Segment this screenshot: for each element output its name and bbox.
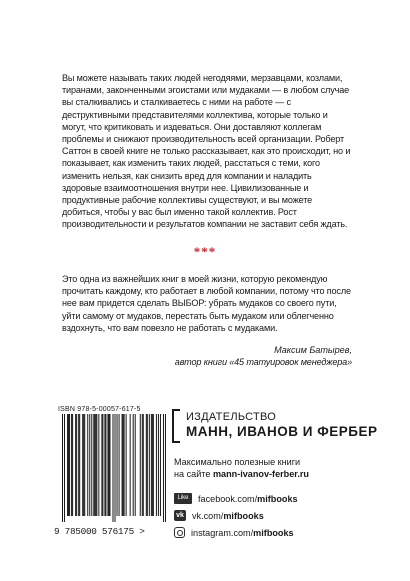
barcode-bar	[79, 414, 80, 516]
barcode-bar	[104, 414, 105, 516]
vk-icon: vk	[174, 510, 186, 521]
barcode-bar	[130, 414, 131, 516]
barcode-bar	[67, 414, 68, 516]
barcode-bar	[108, 414, 109, 516]
barcode-bar	[153, 414, 154, 516]
barcode-bar	[142, 414, 143, 516]
barcode-bar	[87, 414, 88, 516]
publisher-logo-bracket	[172, 409, 180, 443]
social-instagram[interactable]	[174, 527, 294, 538]
barcode-bar	[126, 414, 127, 516]
publisher-label: ИЗДАТЕЛЬСТВО	[186, 411, 277, 423]
social-handle: mifbooks	[253, 527, 294, 538]
barcode-bar	[83, 414, 84, 516]
description-text: Вы можете называть таких людей негодяями, мерзавцами, козлами, тиранами, законченными эгоистами или мудаками — в любом случае вы сталкивались и сталкиваетесь с ними на работе — с деструктивными представителями коллектива, которые только и могут, что критиковать и издеваться. Они доставляют коллегам проблемы и снижают производительность всей организации. Роберт Саттон в своей книге не только рассказывает, как это происходит, но и показывает, как изменить таких людей, расстаться с теми, кого изменить нельзя, как снизить вред для компании и наладить здоровые взаимоотношения внутри нее. Цивилизованные и продуктивные рабочие коллективы существуют, и вы можете добиться, чтобы у вас был именно такой коллектив. Рост производительности и результатов компании не заставит себя ждать.	[62, 73, 351, 230]
barcode-bar	[152, 414, 153, 516]
barcode-bar	[163, 414, 164, 522]
barcode-bar	[94, 414, 95, 516]
quote-author-role: автор книги «45 татуировок менеджера»	[174, 357, 352, 367]
barcode-bar	[151, 414, 152, 516]
publisher-site-line	[174, 469, 309, 479]
barcode-digits: 9 785000 576175 >	[54, 526, 145, 537]
social-prefix: instagram.com/	[191, 527, 254, 538]
barcode-bar	[107, 414, 108, 516]
social-handle: mifbooks	[223, 510, 264, 521]
barcode-bar	[133, 414, 134, 516]
barcode-bar	[93, 414, 94, 516]
barcode-bar	[158, 414, 159, 516]
barcode-bar	[91, 414, 92, 516]
barcode-bar	[140, 414, 141, 516]
barcode-bar	[78, 414, 79, 516]
social-facebook[interactable]	[174, 493, 298, 504]
barcode-bar	[76, 414, 77, 516]
isbn-label: ISBN 978-5-00057-617-5	[58, 406, 141, 413]
barcode-bar	[146, 414, 147, 516]
barcode-bar	[124, 414, 125, 516]
facebook-like-icon: Like	[174, 493, 192, 504]
barcode-bar	[147, 414, 148, 516]
barcode-bar	[102, 414, 103, 516]
barcode-bar	[64, 414, 65, 522]
barcode-bar	[72, 414, 73, 516]
barcode-bar	[160, 414, 161, 516]
social-prefix: facebook.com/	[198, 493, 258, 504]
barcode-bar	[122, 414, 123, 516]
barcode-bar	[101, 414, 102, 516]
barcode-bar	[117, 414, 118, 516]
barcode-bar	[89, 414, 90, 516]
review-quote: Это одна из важнейших книг в моей жизни, которую рекомендую прочитать каждому, кто работает в любой компании, потому что после нее вам придется сделать ВЫБОР: убрать мудаков со своего пути, уйти самому от мудаков, перестать быть мудаком или облегченно вздохнуть, что вам повезло не работать с мудаками.	[62, 274, 351, 333]
barcode-bar	[135, 414, 136, 516]
barcode-image	[62, 414, 166, 522]
instagram-icon	[174, 527, 185, 538]
barcode-bar	[95, 414, 96, 516]
social-handle: mifbooks	[257, 493, 298, 504]
site-prefix: на сайте	[174, 469, 213, 479]
barcode-bar	[123, 414, 124, 516]
section-separator: ***	[193, 244, 217, 259]
barcode-bar	[98, 414, 99, 516]
barcode-bar	[84, 414, 85, 516]
barcode-bar	[69, 414, 70, 516]
barcode-bar	[165, 414, 166, 522]
barcode-bar	[112, 414, 113, 522]
barcode-bar	[96, 414, 97, 516]
barcode-bar	[149, 414, 150, 516]
social-vk[interactable]	[174, 510, 264, 521]
publisher-site-link[interactable]: mann-ivanov-ferber.ru	[212, 469, 309, 479]
barcode-bar	[143, 414, 144, 516]
barcode-bar	[82, 414, 83, 516]
barcode-bar	[109, 414, 110, 516]
barcode-bar	[119, 414, 120, 516]
quote-author: Максим Батырев,	[274, 345, 352, 355]
barcode-bar	[71, 414, 72, 516]
barcode-bar	[62, 414, 63, 522]
publisher-name: МАНН, ИВАНОВ И ФЕРБЕР	[186, 424, 378, 439]
barcode-bar	[115, 414, 116, 522]
barcode-bar	[105, 414, 106, 516]
barcode-bar	[156, 414, 157, 516]
barcode-bar	[75, 414, 76, 516]
barcode-bar	[68, 414, 69, 516]
social-prefix: vk.com/	[192, 510, 224, 521]
publisher-tagline: Максимально полезные книги	[174, 457, 301, 467]
